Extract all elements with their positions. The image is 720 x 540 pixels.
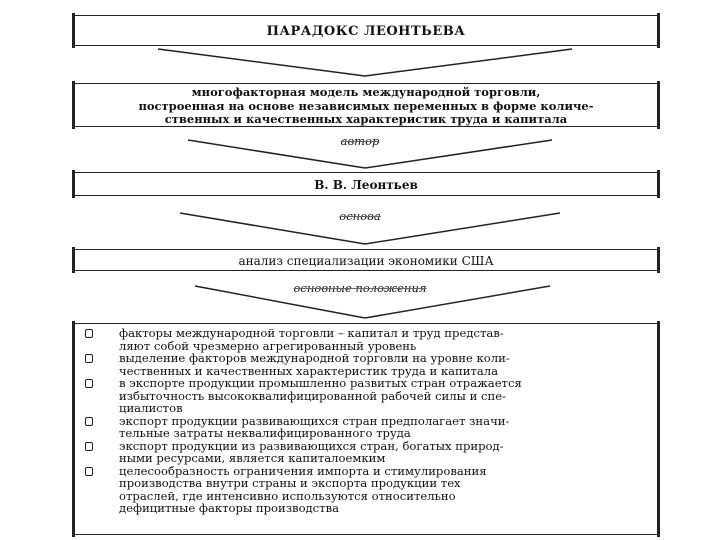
item-line: производства внутри страны и экспорта продукции тех bbox=[119, 476, 461, 490]
list-item bbox=[85, 415, 647, 440]
list-item bbox=[85, 327, 647, 352]
provisions-box bbox=[74, 323, 658, 535]
item-line: в экспорте продукции промышленно развитых стран отражается bbox=[119, 376, 522, 390]
square-bullet-icon bbox=[85, 442, 93, 451]
square-bullet-icon bbox=[85, 329, 93, 338]
title-box bbox=[74, 15, 658, 46]
item-line: тельные затраты неквалифицированного труда bbox=[119, 426, 411, 440]
provisions-label: основные положения bbox=[293, 281, 427, 295]
author-box bbox=[74, 172, 658, 196]
list-item bbox=[85, 377, 647, 415]
author-label: автор bbox=[340, 134, 380, 148]
item-line: ными ресурсами, является капиталоемким bbox=[119, 451, 386, 465]
item-line: целесообразность ограничения импорта и стимулирования bbox=[119, 463, 487, 478]
item-line: дефицитные факторы производства bbox=[119, 501, 340, 515]
model-line: многофакторная модель международной торговли, bbox=[191, 85, 541, 99]
square-bullet-icon bbox=[85, 379, 93, 388]
item-line: экспорт продукции из развивающихся стран, богатых природ- bbox=[119, 438, 504, 453]
model-line: ственных и качественных характеристик труда и капитала bbox=[164, 112, 568, 126]
list-item bbox=[85, 440, 647, 465]
item-line: циалистов bbox=[119, 401, 183, 415]
item-line: ляют собой чрезмерно агрегированный уровень bbox=[119, 338, 417, 353]
basis-label: основа bbox=[339, 209, 381, 223]
item-line: избыточность высококвалифицированной рабочей силы и спе- bbox=[119, 388, 506, 403]
square-bullet-icon bbox=[85, 417, 93, 426]
model-description-box bbox=[74, 83, 658, 127]
item-line: отраслей, где интенсивно используются относительно bbox=[119, 488, 456, 503]
list-item bbox=[85, 352, 647, 377]
model-line: построенная на основе независимых переменных в форме количе- bbox=[138, 98, 594, 113]
down-arrow-connector bbox=[0, 46, 720, 83]
square-bullet-icon bbox=[85, 354, 93, 363]
item-line: экспорт продукции развивающихся стран предполагает значи- bbox=[119, 413, 510, 428]
list-item bbox=[85, 465, 647, 515]
author-name: В. В. Леонтьев bbox=[314, 178, 418, 192]
basis-text: анализ специализации экономики США bbox=[238, 254, 494, 268]
item-line: чественных и качественных характеристик труда и капитала bbox=[119, 363, 499, 378]
item-line: факторы международной торговли – капитал и труд представ- bbox=[119, 326, 504, 340]
page-title: ПАРАДОКС ЛЕОНТЬЕВА bbox=[266, 24, 466, 39]
item-line: выделение факторов международной торговли на уровне коли- bbox=[119, 351, 510, 365]
basis-box bbox=[74, 249, 658, 271]
provisions-list bbox=[85, 327, 647, 515]
square-bullet-icon bbox=[85, 467, 93, 476]
